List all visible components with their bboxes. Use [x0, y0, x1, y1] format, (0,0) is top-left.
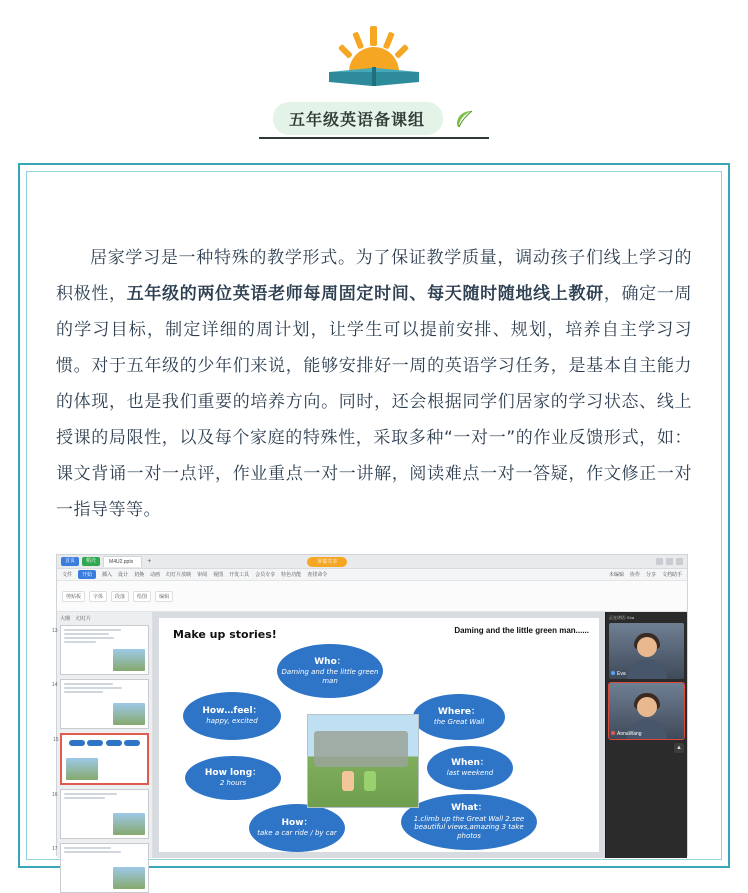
page-header	[0, 0, 748, 135]
article-paragraph	[56, 240, 692, 528]
outline-tab[interactable]: 大纲	[60, 616, 71, 622]
slide-editing-area[interactable]	[153, 612, 605, 858]
ribbon-tab-7[interactable]: 审阅	[197, 572, 208, 578]
ribbon-toolbar[interactable]	[57, 581, 687, 612]
ribbon-share[interactable]: 分享	[645, 572, 656, 578]
bubble-head: How：	[281, 818, 313, 828]
bubble-head: Where：	[438, 707, 480, 717]
slide-thumbnail[interactable]	[52, 679, 149, 729]
slide-number: 13	[52, 628, 58, 634]
video-tile[interactable]	[609, 683, 684, 739]
slide-subtitle: Daming and the little green man......	[454, 626, 589, 635]
slide-thumbnail[interactable]	[52, 789, 149, 839]
slides-tab[interactable]: 幻灯片	[76, 616, 92, 622]
slide-number: 17	[52, 846, 58, 852]
bubble-who[interactable]	[277, 644, 383, 698]
bubble-sub: 1.climb up the Great Wall 2.see beautiful views,amazing 3 take photos	[413, 814, 525, 840]
bubble-head: When：	[451, 758, 489, 768]
toolbar-group-editing[interactable]: 编辑	[155, 591, 173, 602]
cloud-store-button[interactable]: 稻壳	[82, 557, 100, 566]
toolbar-group-font[interactable]: 字体	[89, 591, 107, 602]
home-button[interactable]: 首页	[61, 557, 79, 566]
current-slide[interactable]	[159, 618, 599, 852]
screen-share-badge: 屏幕共享	[307, 557, 347, 567]
video-tile[interactable]	[609, 623, 684, 679]
slide-thumbnail-selected[interactable]	[53, 733, 149, 785]
group-title-pill	[273, 102, 443, 135]
slide-number: 16	[52, 792, 58, 798]
ribbon-tab-11[interactable]: 特色功能	[281, 572, 302, 578]
toolbar-group-clipboard[interactable]: 剪贴板	[62, 591, 85, 602]
bubble-howlong[interactable]	[185, 756, 281, 800]
slide-number: 14	[52, 682, 58, 688]
bubble-sub: happy, excited	[206, 717, 258, 726]
bubble-sub: last weekend	[446, 769, 494, 778]
plus-icon[interactable]: +	[147, 558, 152, 565]
sunrise-book-logo	[319, 24, 429, 92]
bubble-howfeel[interactable]	[183, 692, 281, 740]
group-title-row	[273, 102, 475, 135]
page-title: 五年级英语备课组	[288, 110, 425, 129]
bubble-where[interactable]	[413, 694, 505, 740]
great-wall-image[interactable]	[307, 714, 419, 808]
bubble-sub: 2 hours	[219, 779, 247, 788]
bubble-head: How long：	[204, 768, 262, 778]
ribbon-tab-4[interactable]: 切换	[134, 572, 145, 578]
ribbon-doc-assistant[interactable]: 文档助手	[661, 572, 682, 578]
bubble-sub: take a car ride / by car	[257, 829, 337, 838]
window-controls[interactable]	[656, 558, 683, 565]
content-card	[18, 163, 730, 868]
embedded-screenshot	[52, 554, 688, 856]
ribbon-search[interactable]: 查找命令	[307, 572, 328, 578]
ribbon-status: 未编辑	[608, 572, 624, 578]
slide-number: 15	[53, 737, 59, 743]
video-conference-panel[interactable]	[605, 612, 687, 858]
close-icon[interactable]	[676, 558, 683, 565]
ribbon-collab[interactable]: 协作	[629, 572, 640, 578]
active-speaker-label: 正在讲话: Eva	[609, 615, 635, 620]
ribbon-tab-0[interactable]: 文件	[62, 572, 73, 578]
paragraph-part-3: ，确定一周的学习目标，制定详细的周计划，让学生可以提前安排、规划，培养自主学习习惯。对于五年级的少年们来说，能够安排好一周的英语学习任务，是基本自主能力的体现，也是我们重要的培养方向。同时，还会根据同学们居家的学习状态、线上授课的局限性，以及每个家庭的特殊性，采取多种“一对一”的作业反馈形式，如：课文背诵一对一点评，作业重点一对一讲解，阅读难点一对一答疑，作文修正一对一指导等等。	[56, 284, 693, 520]
ribbon-tab-6[interactable]: 幻灯片放映	[166, 572, 192, 578]
paragraph-emphasis: 五年级的两位英语老师每周固定时间、每天随时随地线上教研	[126, 284, 604, 304]
screenshot-body	[52, 612, 687, 858]
paragraph-part-1: 居家学习是一种特殊的教学形式。为了保证教学质量，调动孩子们线上学习的积极性，	[56, 248, 692, 304]
ribbon-tab-5[interactable]: 动画	[150, 572, 161, 578]
ribbon-tab-1[interactable]: 开始	[78, 570, 96, 579]
screenshot-titlebar	[57, 555, 687, 569]
chevron-up-icon[interactable]: ▲	[674, 743, 684, 753]
slide-thumbnail[interactable]	[52, 625, 149, 675]
participant-name: Eva	[611, 671, 626, 677]
participant-name: AnnaWang	[611, 731, 642, 737]
bubble-head: How…feel：	[202, 706, 262, 716]
bubble-what[interactable]	[401, 794, 537, 850]
ribbon-tab-3[interactable]: 设计	[118, 572, 129, 578]
toolbar-group-paragraph[interactable]: 段落	[111, 591, 129, 602]
bubble-head: What：	[451, 803, 487, 814]
slide-title: Make up stories!	[173, 628, 277, 641]
bubble-sub: Daming and the little green man	[281, 667, 379, 685]
leaf-icon	[453, 108, 475, 130]
ribbon-tab-9[interactable]: 开发工具	[229, 572, 250, 578]
slide-thumbnail-panel[interactable]	[52, 612, 153, 858]
bubble-head: Who：	[314, 656, 346, 667]
minimize-icon[interactable]	[656, 558, 663, 565]
ribbon-tab-10[interactable]: 会员专享	[255, 572, 276, 578]
maximize-icon[interactable]	[666, 558, 673, 565]
title-underline	[259, 137, 489, 139]
toolbar-group-drawing[interactable]: 绘图	[133, 591, 151, 602]
file-tab[interactable]: M4U2.pptx	[103, 556, 142, 567]
bubble-when[interactable]	[427, 746, 513, 790]
slide-thumbnail[interactable]	[52, 843, 149, 893]
ribbon-tabs[interactable]	[57, 569, 687, 581]
ribbon-tab-8[interactable]: 视图	[213, 572, 224, 578]
bubble-how[interactable]	[249, 804, 345, 852]
bubble-sub: the Great Wall	[433, 718, 485, 727]
ribbon-tab-2[interactable]: 插入	[102, 572, 113, 578]
